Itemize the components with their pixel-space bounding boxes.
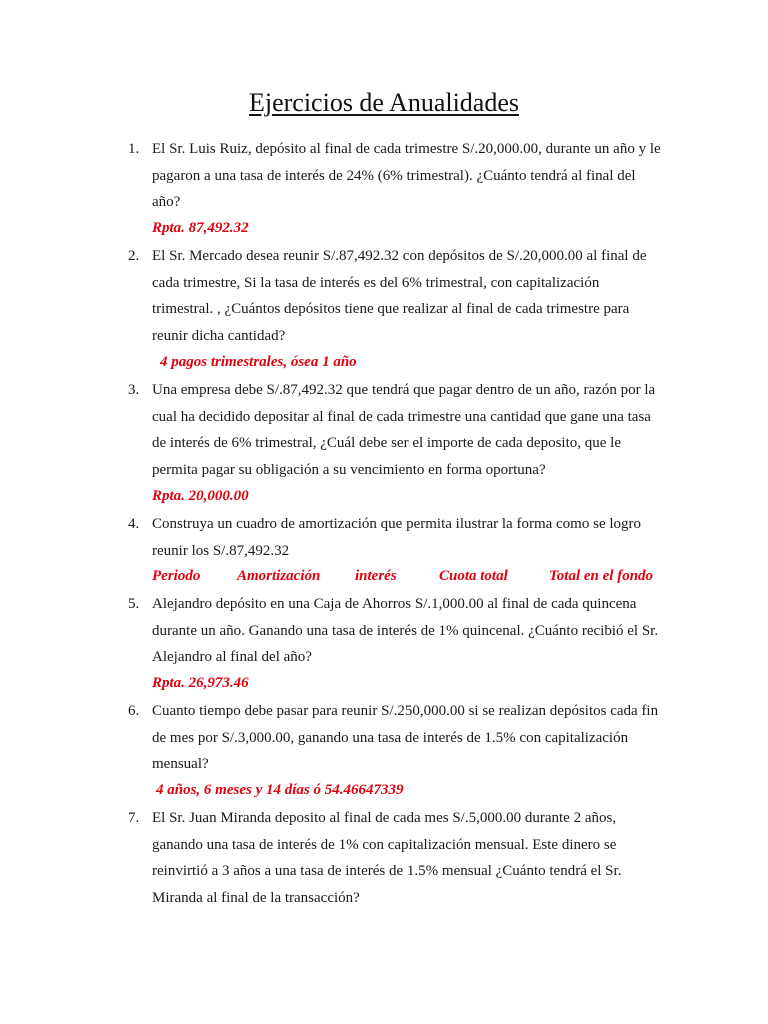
exercise-2-number: 2.: [128, 248, 140, 264]
exercise-6-text: Cuanto tiempo debe pasar para reunir S/.250,000.00 si se realizan depósitos cada fin de mes por S/.3,000.00, ganando una tasa de interés de 1.5% con capitalización mensual?: [152, 703, 659, 772]
exercise-6-answer: 4 años, 6 meses y 14 días ó 54.46647339: [156, 782, 404, 798]
header-amortizacion: Amortización: [237, 568, 321, 584]
exercise-2-text: El Sr. Mercado desea reunir S/.87,492.32 con depósitos de S/.20,000.00 al final de cada trimestre, Si la tasa de interés es del 6% trimestral, con capitalización trimestral. , ¿Cuántos depósitos tiene que realizar al final de cada trimestre para reunir dicha cantidad?: [152, 248, 647, 344]
exercise-3-text: Una empresa debe S/.87,492.32 que tendrá que pagar dentro de un año, razón por la cual ha decidido depositar al final de cada trimestre una cantidad que gane una tasa de interés de 6% trimestral, ¿Cuál debe ser el importe de cada deposito, que le permita pagar su obligación a su vencimiento en forma oportuna?: [152, 382, 656, 478]
exercise-5-text: Alejandro depósito en una Caja de Ahorros S/.1,000.00 al final de cada quincena durante un año. Ganando una tasa de interés de 1% quincenal. ¿Cuánto recibió el Sr. Alejandro al final del año?: [152, 596, 659, 665]
page-title: Ejercicios de Anualidades: [248, 88, 520, 117]
exercise-3-number: 3.: [128, 382, 140, 398]
header-cuota-total: Cuota total: [439, 568, 508, 584]
header-periodo: Periodo: [152, 568, 201, 584]
exercise-1-answer: Rpta. 87,492.32: [152, 220, 249, 236]
exercise-7-text: El Sr. Juan Miranda deposito al final de cada mes S/.5,000.00 durante 2 años, ganando una tasa de interés de 1% con capitalización mensual. Este dinero se reinvirtió a 3 años a una tasa de interés de 1.5% mensual ¿Cuánto tendrá el Sr. Miranda al final de la transacción?: [152, 810, 622, 906]
exercise-7-number: 7.: [128, 810, 140, 826]
exercise-4-text: Construya un cuadro de amortización que permita ilustrar la forma como se logro reunir los S/.87,492.32: [152, 516, 642, 559]
exercise-5-answer: Rpta. 26,973.46: [152, 675, 249, 691]
header-interes: interés: [355, 568, 397, 584]
exercise-3-answer: Rpta. 20,000.00: [152, 488, 249, 504]
exercise-2-answer: 4 pagos trimestrales, ósea 1 año: [160, 354, 357, 370]
exercise-5-number: 5.: [128, 596, 140, 612]
exercise-4-number: 4.: [128, 516, 140, 532]
header-total-fondo: Total en el fondo: [549, 568, 654, 584]
exercise-1-text: El Sr. Luis Ruiz, depósito al final de cada trimestre S/.20,000.00, durante un año y le pagaron a una tasa de interés de 24% (6% trimestral). ¿Cuánto tendrá al final del año?: [152, 141, 661, 210]
exercise-1-number: 1.: [128, 141, 140, 157]
exercise-6-number: 6.: [128, 703, 140, 719]
